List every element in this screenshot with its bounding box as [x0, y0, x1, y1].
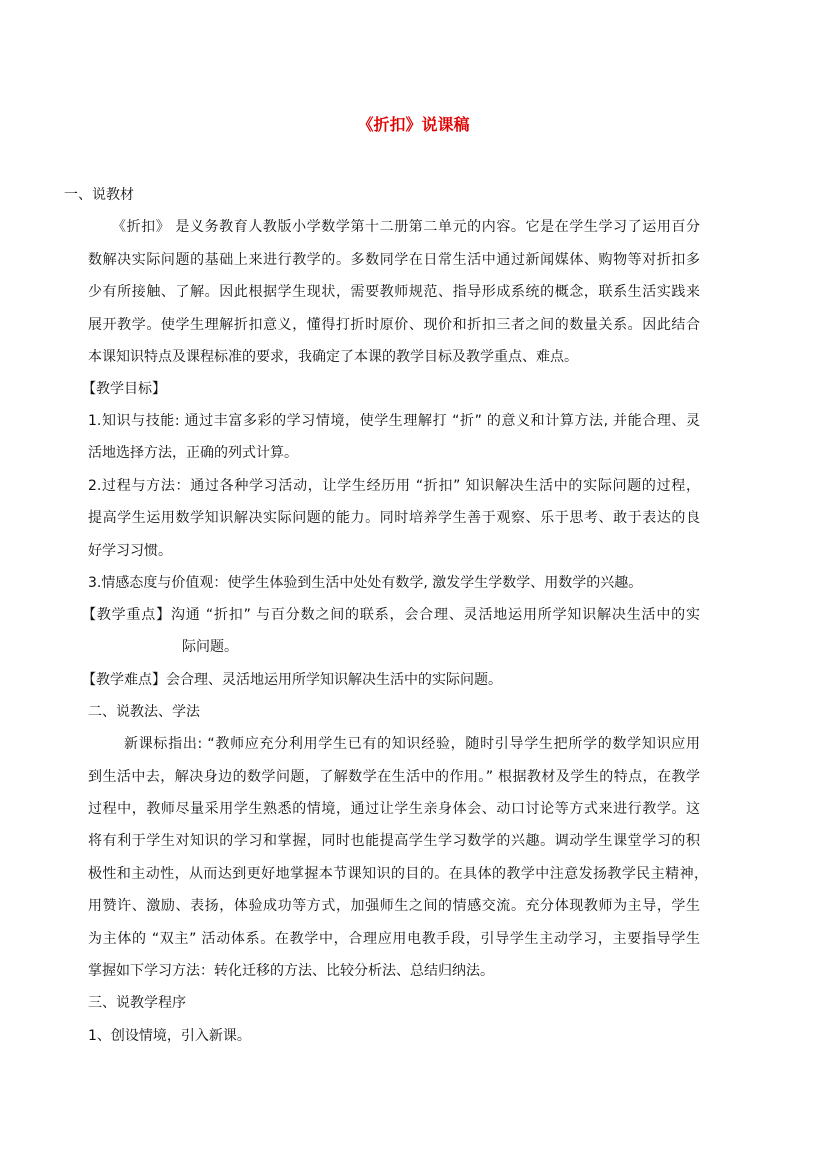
section-heading-1: 一、说教材 [64, 187, 134, 203]
section-heading-2: 二、说教法、学法 [88, 704, 200, 720]
paragraph-line: 本课知识特点及课程标准的要求，我确定了本课的教学目标及教学重点、难点。 [88, 349, 578, 365]
teaching-difficulty: 【教学难点】会合理、灵活地运用所学知识解决生活中的实际问题。 [82, 672, 502, 688]
paragraph-line: 新课标指出: “教师应充分利用学生已有的知识经验，随时引导学生把所学的数学知识应用 [124, 736, 700, 752]
paragraph-line: 为主体的 “双主” 活动体系。在教学中，合理应用电教手段，引导学生主动学习，主要指导学生 [88, 931, 700, 947]
list-item-continued: 好学习习惯。 [88, 543, 172, 559]
list-item: 1.知识与技能: 通过丰富多彩的学习情境，使学生理解打 “折” 的意义和计算方法, 并能合理、灵 [88, 413, 700, 429]
paragraph-line: 少有所接触、了解。因此根据学生现状，需要教师规范、指导形成系统的概念，联系生活实践来 [88, 284, 700, 300]
paragraph-line: 展开教学。使学生理解折扣意义，懂得打折时原价、现价和折扣三者之间的数量关系。因此结合 [88, 317, 700, 333]
list-item-continued: 活地选择方法，正确的列式计算。 [88, 445, 298, 461]
step-item: 1、创设情境，引入新课。 [88, 1028, 251, 1044]
list-item: 3.情感态度与价值观：使学生体验到生活中处处有数学, 激发学生学数学、用数学的兴趣。 [88, 575, 643, 591]
paragraph-line: 用赞许、激励、表扬，体验成功等方式，加强师生之间的情感交流。充分体现教师为主导，学生 [88, 898, 700, 914]
list-item: 2.过程与方法：通过各种学习活动，让学生经历用 “折扣” 知识解决生活中的实际问题的过程， [88, 478, 700, 494]
teaching-focus: 【教学重点】沟通 “折扣” 与百分数之间的联系，会合理、灵活地运用所学知识解决生活中的实 [82, 607, 700, 623]
section-heading-3: 三、说教学程序 [88, 995, 186, 1011]
paragraph-line: 掌握如下学习方法：转化迁移的方法、比较分析法、总结归纳法。 [88, 963, 494, 979]
teaching-focus-continued: 际问题。 [182, 639, 238, 655]
paragraph-line: 过程中，教师尽量采用学生熟悉的情境，通过让学生亲身体会、动口讨论等方式来进行教学。这 [88, 801, 700, 817]
paragraph-line: 将有利于学生对知识的学习和掌握，同时也能提高学生学习数学的兴趣。调动学生课堂学习的积 [88, 833, 700, 849]
paragraph-line: 极性和主动性，从而达到更好地掌握本节课知识的目的。在具体的教学中注意发扬教学民主精神， [88, 866, 708, 882]
paragraph-line: 到生活中去，解决身边的数学问题，了解数学在生活中的作用。” 根据教材及学生的特点，在教学 [88, 769, 700, 785]
document-title: 《折扣》说课稿 [357, 115, 470, 134]
paragraph-line: 数解决实际问题的基础上来进行教学的。多数同学在日常生活中通过新闻媒体、购物等对折扣多 [88, 252, 700, 268]
subheading-teaching-goals: 【教学目标】 [82, 381, 166, 397]
paragraph-line: 《折扣》 是义务教育人教版小学数学第十二册第二单元的内容。它是在学生学习了运用百分 [112, 219, 700, 235]
list-item-continued: 提高学生运用数学知识解决实际问题的能力。同时培养学生善于观察、乐于思考、敢于表达的良 [88, 510, 700, 526]
